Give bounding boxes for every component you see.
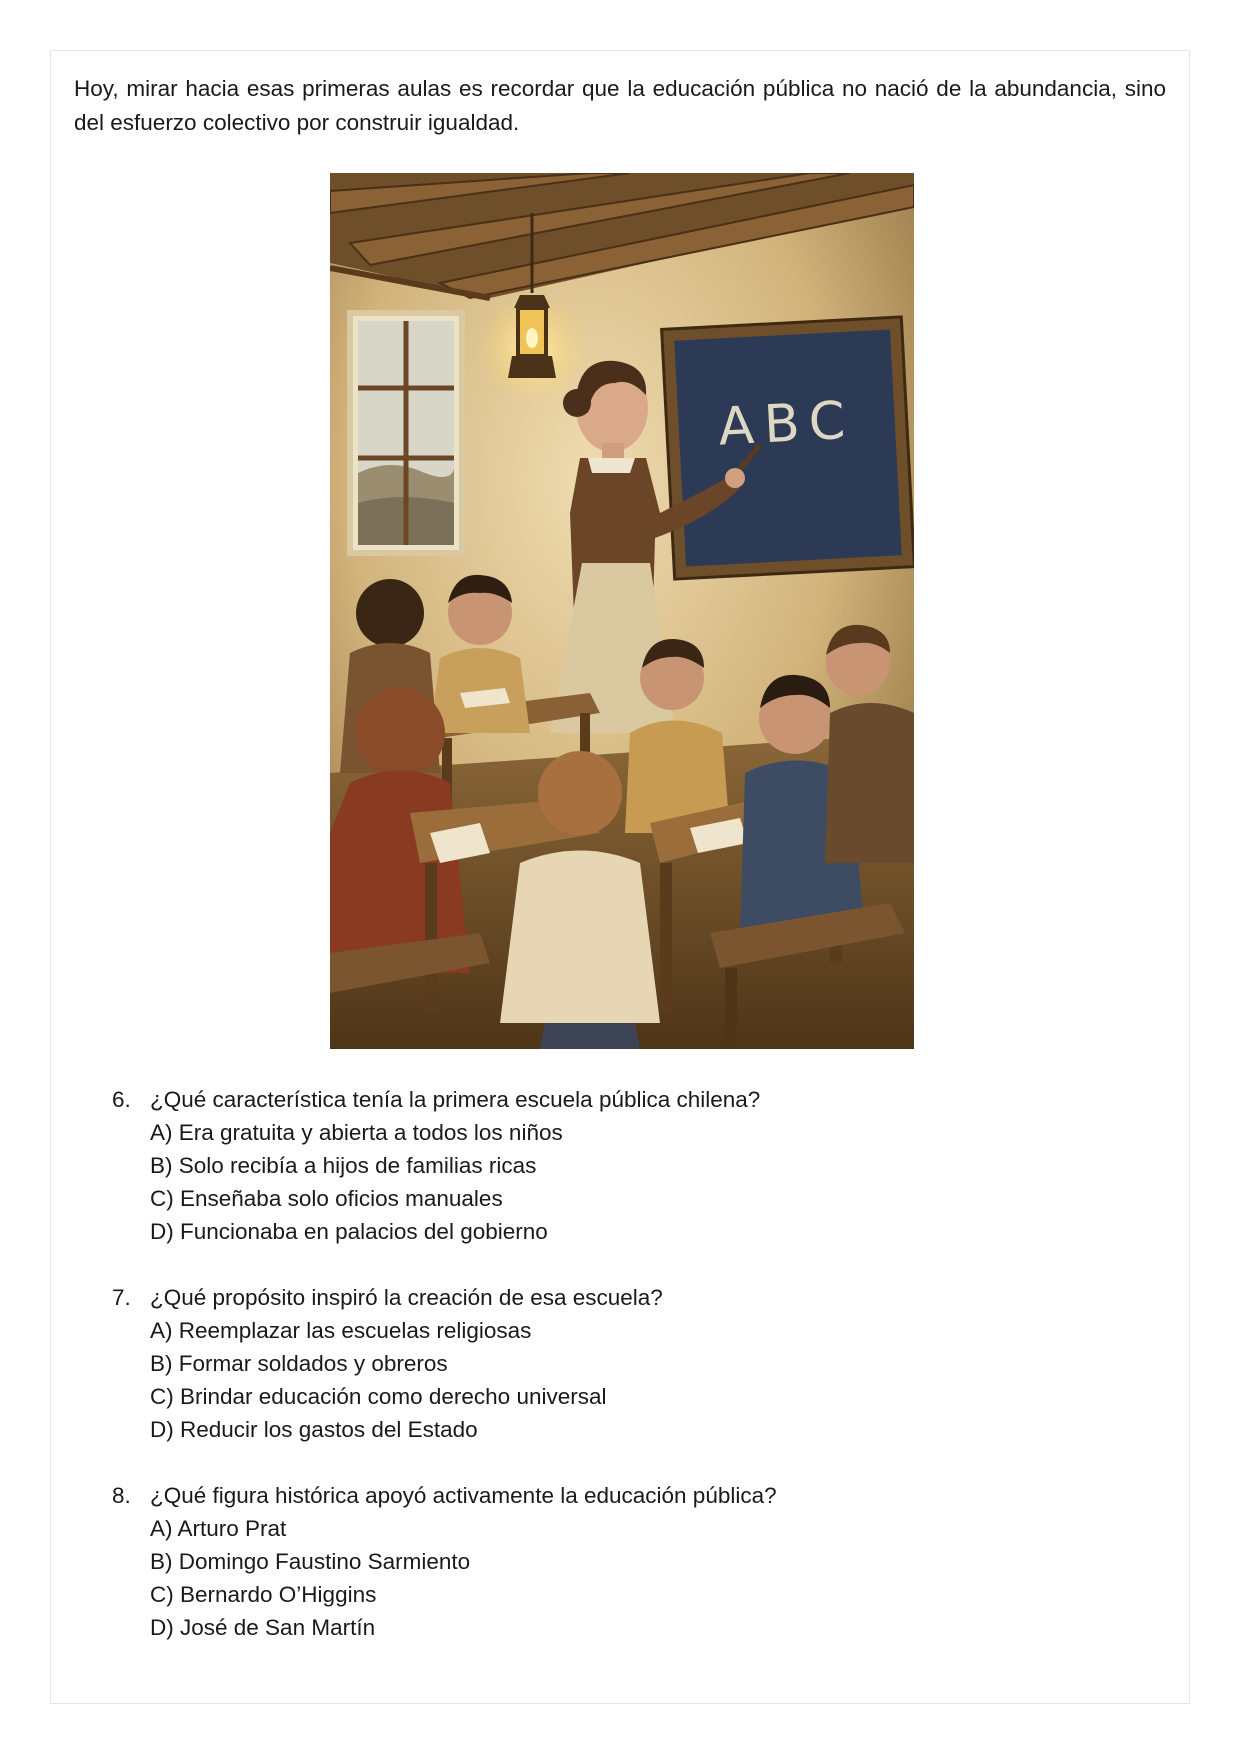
- question-number: 8.: [112, 1483, 131, 1508]
- question-7: [112, 1281, 1112, 1446]
- answer-option: D) José de San Martín: [150, 1615, 376, 1640]
- classroom-illustration: [330, 173, 914, 1049]
- answer-option: A) Arturo Prat: [150, 1516, 287, 1541]
- answer-options: [112, 1512, 1112, 1644]
- answer-option: D) Reducir los gastos del Estado: [150, 1417, 478, 1442]
- question-6: [112, 1083, 1112, 1248]
- answer-option: D) Funcionaba en palacios del gobierno: [150, 1219, 548, 1244]
- answer-option: B) Solo recibía a hijos de familias ricas: [150, 1153, 537, 1178]
- blackboard-text: ABC: [716, 390, 857, 458]
- question-text: ¿Qué propósito inspiró la creación de esa escuela?: [150, 1285, 663, 1310]
- answer-options: [112, 1314, 1112, 1446]
- answer-option: B) Formar soldados y obreros: [150, 1351, 448, 1376]
- answer-option: A) Era gratuita y abierta a todos los niños: [150, 1120, 563, 1145]
- answer-option: B) Domingo Faustino Sarmiento: [150, 1549, 471, 1574]
- question-number: 6.: [112, 1087, 131, 1112]
- question-text: ¿Qué figura histórica apoyó activamente la educación pública?: [150, 1483, 777, 1508]
- question-list: [112, 1083, 1112, 1677]
- intro-paragraph: Hoy, mirar hacia esas primeras aulas es recordar que la educación pública no nació de la abundancia, sino del esfuerzo colectivo por construir igualdad.: [74, 76, 1166, 135]
- question-number: 7.: [112, 1285, 131, 1310]
- answer-option: A) Reemplazar las escuelas religiosas: [150, 1318, 532, 1343]
- question-8: [112, 1479, 1112, 1644]
- answer-options: [112, 1116, 1112, 1248]
- question-text: ¿Qué característica tenía la primera escuela pública chilena?: [150, 1087, 761, 1112]
- answer-option: C) Enseñaba solo oficios manuales: [150, 1186, 503, 1211]
- answer-option: C) Bernardo O’Higgins: [150, 1582, 377, 1607]
- answer-option: C) Brindar educación como derecho universal: [150, 1384, 607, 1409]
